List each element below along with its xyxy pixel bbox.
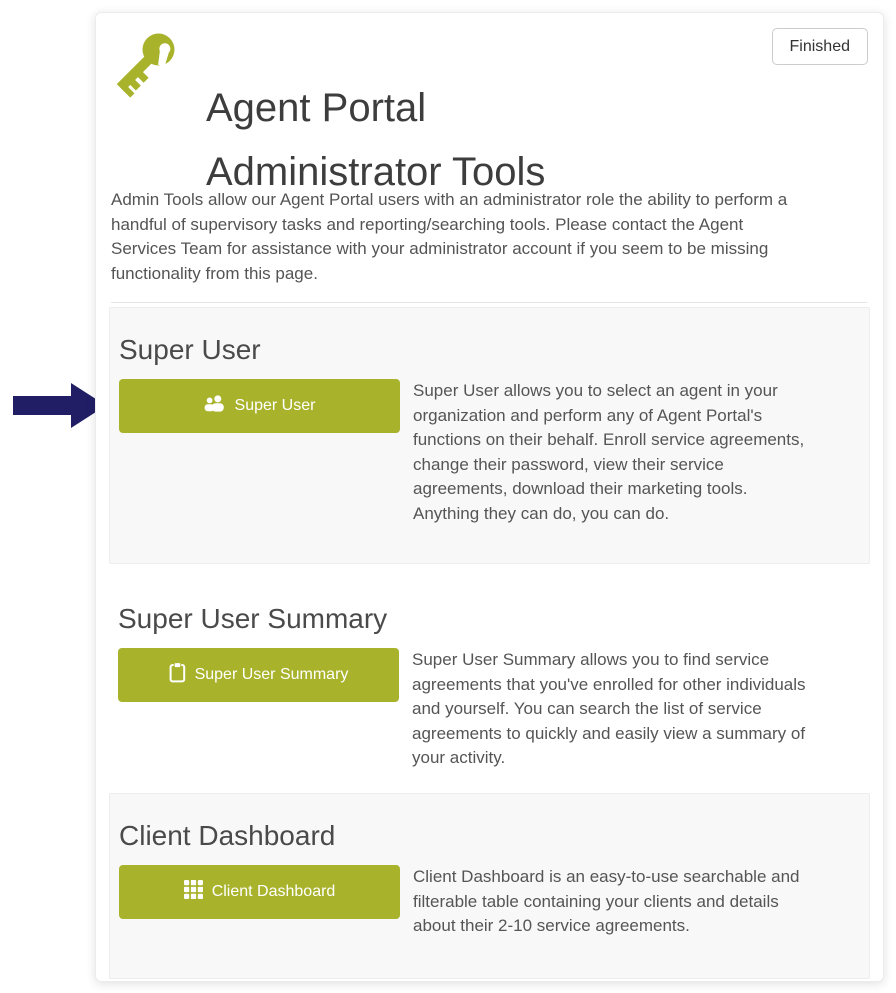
admin-tools-card <box>95 12 884 982</box>
tool-description: Super User allows you to select an agent in your organization and perform any of Agent Portal's functions on their behalf. Enroll service agreements, change their password, view their service agreements, download their marketing tools. Anything they can do, you can do. <box>413 381 805 523</box>
page-title-line1: Agent Portal <box>206 85 427 130</box>
section-super-user-summary <box>109 577 870 789</box>
tool-description: Super User Summary allows you to find service agreements that you've enrolled for other individuals and yourself. You can search the list of service agreements to quickly and easily view a summary of your activity. <box>412 650 806 768</box>
intro-paragraph: Admin Tools allow our Agent Portal users with an administrator role the ability to perform a handful of supervisory tasks and reporting/searching tools. Please contact the Agent Services Team for assistance with your administrator account if you seem to be missing functionality from this page. <box>111 190 788 283</box>
super-user-button-label: Super User <box>234 397 316 414</box>
key-icon <box>109 25 183 99</box>
section-heading: Client Dashboard <box>119 820 336 851</box>
clipboard-icon <box>169 662 186 688</box>
section-divider <box>111 302 867 303</box>
users-icon <box>204 395 226 417</box>
finished-button[interactable]: Finished <box>772 28 868 65</box>
right-arrow-icon <box>13 383 106 428</box>
tool-description: Client Dashboard is an easy-to-use searchable and filterable table containing your clients and details about their 2-10 service agreements. <box>413 867 800 936</box>
tool-row <box>110 379 869 527</box>
client-dashboard-button[interactable] <box>119 865 400 919</box>
section-client-dashboard <box>109 793 870 979</box>
tool-row <box>110 865 869 939</box>
page-title-line2: Administrator Tools <box>206 149 546 194</box>
tool-row <box>109 648 870 771</box>
section-heading: Super User <box>119 334 261 365</box>
super-user-summary-button[interactable] <box>118 648 399 702</box>
page-title <box>206 76 686 204</box>
table-icon <box>184 880 203 904</box>
section-super-user <box>109 307 870 564</box>
super-user-button[interactable] <box>119 379 400 433</box>
super-user-summary-button-label: Super User Summary <box>194 666 349 683</box>
client-dashboard-button-label: Client Dashboard <box>211 883 336 900</box>
section-heading: Super User Summary <box>118 603 388 634</box>
